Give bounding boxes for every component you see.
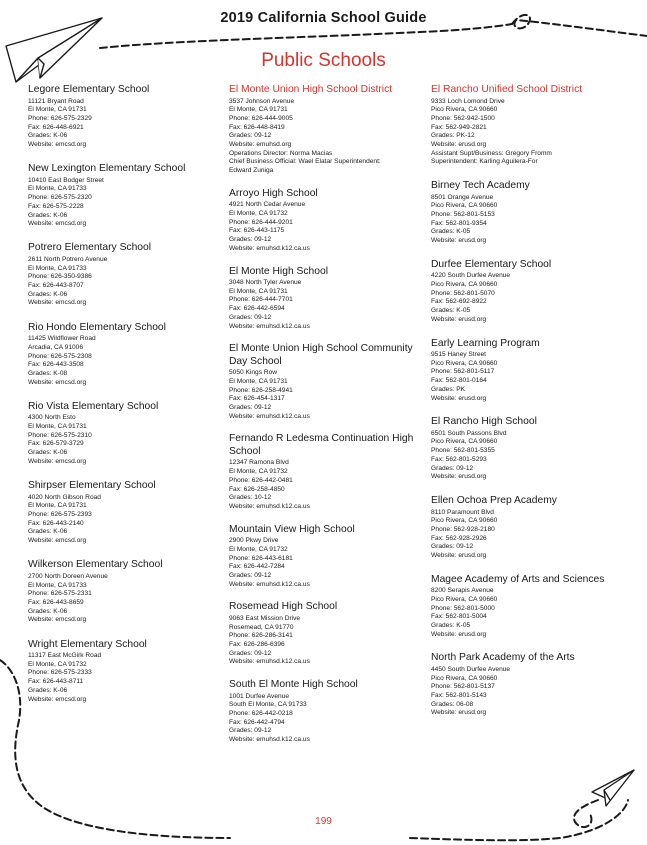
school-detail-line: 4450 South Durfee Avenue (431, 665, 511, 673)
school-name: Fernando R Ledesma Continuation High School (229, 433, 414, 457)
school-detail-line: 8501 Orange Avenue (431, 193, 494, 201)
school-detail-line: Fax: 626-443-1175 (229, 227, 285, 235)
school-detail-line: 3048 North Tyler Avenue (229, 279, 302, 287)
school-detail-line: Phone: 626-575-2329 (28, 114, 92, 122)
school-entry (28, 401, 228, 467)
school-detail-line: Fax: 562-801-5004 (431, 613, 487, 621)
school-entry (229, 343, 429, 421)
school-name: Ellen Ochoa Prep Academy (431, 495, 557, 506)
school-detail-line: Website: emuhsd.k12.ca.us (229, 503, 310, 510)
school-detail-line: South El Monte, CA 91733 (229, 701, 307, 709)
school-detail-line: Website: emuhsd.k12.ca.us (229, 322, 310, 330)
school-detail-line: El Monte, CA 91732 (229, 210, 288, 218)
school-detail-line: 3537 Johnson Avenue (229, 97, 295, 105)
school-entry (229, 679, 429, 745)
school-detail-line: Phone: 626-442-0481 (229, 476, 293, 484)
school-entry (229, 188, 429, 254)
school-detail-line: Grades: 09-12 (229, 132, 272, 140)
school-name: Early Learning Program (431, 337, 540, 349)
school-name: El Rancho High School (431, 416, 537, 428)
school-detail-line: El Monte, CA 91733 (28, 264, 87, 272)
school-detail-line: 2611 North Potrero Avenue (28, 255, 108, 263)
school-entry (28, 480, 228, 546)
school-name: Birney Tech Academy (431, 180, 530, 192)
school-detail-line: Website: erusd.org (431, 709, 487, 717)
school-column-right (431, 84, 641, 731)
school-detail-line: Website: erusd.org (431, 552, 487, 560)
school-name: South El Monte High School (229, 679, 358, 691)
school-detail-line: Fax: 562-949-2821 (431, 123, 487, 131)
school-detail-line: Grades: K-05 (431, 622, 471, 630)
school-detail-line: Phone: 562-801-5070 (431, 289, 495, 297)
school-detail-line: 9515 Haney Street (431, 351, 486, 359)
school-entry (229, 601, 429, 667)
school-detail-line: Grades: K-05 (431, 228, 471, 236)
school-detail-line: 4300 North Esto (28, 414, 76, 422)
school-name: Wright Elementary School (28, 638, 147, 650)
school-detail-line: Grades: 09-12 (229, 572, 272, 580)
school-detail-line: Website: erusd.org (431, 394, 487, 402)
school-detail-line: Grades: 09-12 (431, 543, 474, 551)
school-detail-line: Phone: 626-575-2320 (28, 194, 92, 202)
school-detail-line: Website: emcsd.org (28, 378, 87, 386)
school-name: North Park Academy of the Arts (431, 652, 575, 664)
school-detail-line: Pico Rivera, CA 90660 (431, 438, 498, 446)
school-name: Wilkerson Elementary School (28, 559, 163, 571)
school-detail-line: Website: emcsd.org (28, 616, 87, 624)
school-detail-line: Fax: 626-286-6396 (229, 641, 285, 649)
school-entry (28, 559, 228, 625)
school-detail-line: Chief Business Official: Wael Elatar Superintendent: (229, 158, 381, 166)
school-detail-line: 2900 Pkwy Drive (229, 537, 279, 545)
school-detail-line: Fax: 626-448-8419 (229, 123, 285, 131)
school-detail-line: Fax: 562-801-0164 (431, 377, 487, 385)
school-detail-line: Pico Rivera, CA 90660 (431, 517, 498, 525)
school-detail-line: Grades: 09-12 (431, 464, 474, 472)
school-detail-line: Fax: 562-692-8922 (431, 298, 487, 306)
school-detail-line: Phone: 626-575-2308 (28, 352, 92, 360)
school-detail-line: 4020 North Gibson Road (28, 493, 101, 501)
school-name: Arroyo High School (229, 187, 318, 199)
school-detail-line: Website: emcsd.org (28, 695, 87, 703)
school-detail-line: Phone: 562-801-5355 (431, 447, 495, 455)
school-entry (28, 84, 228, 150)
school-detail-line: Fax: 626-443-3508 (28, 361, 84, 369)
school-detail-line: Fax: 626-575-2228 (28, 202, 84, 210)
school-detail-line: Website: emuhsd.k12.ca.us (229, 736, 310, 744)
school-detail-line: 4921 North Cedar Avenue (229, 201, 306, 209)
school-name: Mountain View High School (229, 523, 355, 535)
school-detail-line: Grades: K-06 (28, 528, 68, 536)
school-detail-line: Phone: 562-801-5000 (431, 604, 495, 612)
district-entry (229, 84, 429, 176)
school-detail-line: Website: erusd.org (431, 237, 487, 245)
school-detail-line: Grades: PK-12 (431, 132, 475, 140)
school-detail-line: Fax: 626-579-3729 (28, 440, 84, 448)
school-detail-line: 12347 Ramona Blvd (229, 459, 289, 467)
school-detail-line: Phone: 562-928-2180 (431, 525, 495, 533)
school-entry (431, 180, 641, 246)
school-detail-line: Phone: 626-575-2393 (28, 511, 92, 518)
school-detail-line: Website: emuhsd.k12.ca.us (229, 412, 310, 420)
school-detail-line: Fax: 562-801-5293 (431, 455, 487, 463)
school-detail-line: Pico Rivera, CA 90660 (431, 202, 498, 210)
school-name: New Lexington Elementary School (28, 163, 186, 175)
district-entry (431, 84, 641, 167)
school-entry (229, 524, 429, 590)
school-entry (28, 639, 228, 705)
school-detail-line: Phone: 626-442-0218 (229, 710, 293, 718)
school-detail-line: Fax: 626-442-6594 (229, 305, 285, 313)
school-detail-line: Operations Director: Norma Macias (229, 149, 333, 157)
school-entry (28, 163, 228, 229)
school-detail-line: Phone: 562-801-5153 (431, 211, 495, 219)
school-name: Rosemead High School (229, 601, 338, 613)
school-entry (431, 338, 641, 404)
school-detail-line: Website: erusd.org (431, 141, 487, 149)
school-name: Rio Vista Elementary School (28, 400, 159, 412)
school-detail-line: Grades: K-06 (28, 449, 68, 457)
school-detail-line: Website: emuhsd.k12.ca.us (229, 580, 310, 588)
school-detail-line: Phone: 626-575-2331 (28, 590, 92, 598)
school-detail-line: Grades: 06-08 (431, 700, 474, 708)
school-detail-line: Grades: 09-12 (229, 404, 272, 412)
school-detail-line: Grades: 09-12 (229, 727, 272, 735)
school-detail-line: Website: erusd.org (431, 315, 487, 323)
school-detail-line: 8200 Serapis Avenue (431, 587, 494, 595)
school-detail-line: Website: emuhsd.k12.ca.us (229, 658, 310, 666)
school-entry (229, 266, 429, 332)
school-detail-line: Grades: K-05 (431, 307, 471, 315)
school-detail-line: El Monte, CA 91731 (229, 287, 288, 295)
school-detail-line: Fax: 626-442-4794 (229, 718, 285, 726)
school-detail-line: Phone: 626-258-4941 (229, 386, 293, 394)
school-detail-line: Website: emcsd.org (28, 457, 87, 465)
school-detail-line: Grades: K-08 (28, 369, 68, 377)
school-detail-line: Website: erusd.org (431, 630, 487, 638)
school-detail-line: Arcadia, CA 91006 (28, 343, 83, 351)
school-entry (431, 495, 641, 561)
school-detail-line: Pico Rivera, CA 90660 (431, 106, 498, 114)
school-detail-line: Edward Zuniga (229, 167, 274, 175)
guide-title: 2019 California School Guide (220, 10, 427, 26)
school-name: Potrero Elementary School (28, 242, 152, 254)
school-detail-line: 6501 South Passons Blvd (431, 429, 507, 437)
school-column-left (28, 84, 228, 718)
school-name: Shirpser Elementary School (28, 480, 156, 492)
school-detail-line: 11425 Wildflower Road (28, 335, 96, 343)
district-name: El Monte Union High School District (229, 84, 393, 95)
school-detail-line: El Monte, CA 91733 (28, 581, 87, 589)
school-detail-line: Rosemead, CA 91770 (229, 623, 294, 631)
school-detail-line: El Monte, CA 91732 (229, 545, 288, 553)
school-entry (229, 433, 429, 511)
district-name: El Rancho Unified School District (431, 84, 583, 95)
school-detail-line: 10410 East Bodger Street (28, 176, 104, 184)
school-detail-line: Phone: 626-444-7701 (229, 296, 293, 304)
school-detail-line: Website: emuhsd.k12.ca.us (229, 244, 310, 252)
school-detail-line: Phone: 626-350-9386 (28, 273, 92, 281)
school-detail-line: Pico Rivera, CA 90660 (431, 595, 498, 603)
school-detail-line: El Monte, CA 91733 (28, 185, 87, 193)
school-detail-line: Phone: 562-942-1500 (431, 114, 495, 122)
school-detail-line: Assistant Supt/Business: Gregory Fromm (431, 149, 552, 157)
school-detail-line: Fax: 626-443-8659 (28, 598, 84, 606)
school-detail-line: 9333 Loch Lomond Drive (431, 97, 505, 105)
school-detail-line: Website: emcsd.org (28, 299, 87, 307)
page-number: 199 (315, 816, 332, 827)
school-entry (431, 259, 641, 325)
school-name: El Monte Union High School Community Day School (229, 343, 413, 367)
school-detail-line: Fax: 626-443-8711 (28, 678, 84, 686)
school-detail-line: Pico Rivera, CA 90660 (431, 359, 498, 367)
school-entry (431, 652, 641, 718)
school-detail-line: Pico Rivera, CA 90660 (431, 281, 498, 289)
school-detail-line: El Monte, CA 91731 (229, 106, 288, 114)
school-detail-line: Fax: 626-443-2140 (28, 519, 84, 527)
school-detail-line: Fax: 562-801-5143 (431, 692, 487, 700)
school-detail-line: Phone: 626-575-2333 (28, 669, 92, 677)
school-detail-line: 9063 East Mission Drive (229, 614, 301, 622)
school-detail-line: El Monte, CA 91731 (229, 377, 288, 385)
school-entry (28, 242, 228, 308)
school-name: Legore Elementary School (28, 84, 150, 95)
school-detail-line: El Monte, CA 91731 (28, 423, 87, 431)
school-entry (431, 416, 641, 482)
school-column-middle (229, 84, 429, 757)
school-detail-line: Grades: 09-12 (229, 236, 272, 244)
school-detail-line: Phone: 562-801-5117 (431, 368, 495, 376)
school-name: Durfee Elementary School (431, 258, 552, 270)
school-detail-line: Fax: 626-442-7284 (229, 563, 285, 571)
school-detail-line: 2700 North Doreen Avenue (28, 572, 108, 580)
school-detail-line: Phone: 626-286-3141 (229, 632, 293, 640)
school-name: Rio Hondo Elementary School (28, 321, 166, 333)
school-detail-line: El Monte, CA 91732 (229, 468, 288, 476)
school-detail-line: Phone: 626-575-2310 (28, 431, 92, 439)
school-detail-line: Grades: 09-12 (229, 649, 272, 657)
school-detail-line: El Monte, CA 91732 (28, 660, 87, 668)
school-detail-line: Fax: 626-448-6921 (28, 123, 84, 131)
school-detail-line: Fax: 626-443-8707 (28, 282, 84, 290)
section-title: Public Schools (261, 50, 386, 71)
school-detail-line: Phone: 626-444-9005 (229, 114, 293, 122)
school-detail-line: Fax: 562-928-2926 (431, 534, 487, 542)
school-detail-line: Website: emcsd.org (28, 537, 87, 545)
school-detail-line: 1001 Durfee Avenue (229, 692, 290, 700)
school-detail-line: 8110 Paramount Blvd (431, 508, 494, 516)
school-name: El Monte High School (229, 265, 329, 277)
school-detail-line: Grades: PK (431, 385, 466, 393)
school-detail-line: Grades: 10-12 (229, 494, 272, 502)
school-detail-line: Grades: K-06 (28, 132, 68, 140)
school-detail-line: 4220 South Durfee Avenue (431, 272, 511, 280)
school-detail-line: Grades: K-06 (28, 290, 68, 298)
school-detail-line: 5050 Kings Row (229, 369, 278, 377)
school-detail-line: Fax: 562-801-9354 (431, 219, 487, 227)
school-detail-line: Website: emcsd.org (28, 141, 87, 149)
school-detail-line: Grades: K-06 (28, 211, 68, 219)
school-detail-line: Fax: 626-454-1317 (229, 395, 285, 403)
school-detail-line: Phone: 562-801-5137 (431, 683, 495, 691)
school-name: Magee Academy of Arts and Sciences (431, 573, 605, 585)
school-detail-line: Grades: K-06 (28, 607, 68, 615)
school-detail-line: Pico Rivera, CA 90660 (431, 674, 498, 682)
school-detail-line: Phone: 626-444-9201 (229, 218, 293, 226)
school-detail-line: Grades: 09-12 (229, 313, 272, 321)
school-detail-line: Website: emcsd.org (28, 220, 87, 228)
school-detail-line: Website: emuhsd.org (229, 141, 292, 149)
school-detail-line: Phone: 626-443-6181 (229, 554, 293, 562)
school-detail-line: 11317 East McGirk Road (28, 652, 102, 660)
school-detail-line: 11121 Bryant Road (28, 97, 84, 105)
school-detail-line: Grades: K-06 (28, 686, 68, 694)
school-detail-line: Superintendent: Karling Aguilera-For (431, 158, 538, 166)
school-detail-line: Website: erusd.org (431, 473, 487, 481)
school-detail-line: El Monte, CA 91731 (28, 502, 87, 510)
school-entry (431, 574, 641, 640)
school-entry (28, 322, 228, 388)
school-detail-line: El Monte, CA 91731 (28, 106, 87, 114)
school-detail-line: Fax: 626-258-4850 (229, 485, 285, 493)
